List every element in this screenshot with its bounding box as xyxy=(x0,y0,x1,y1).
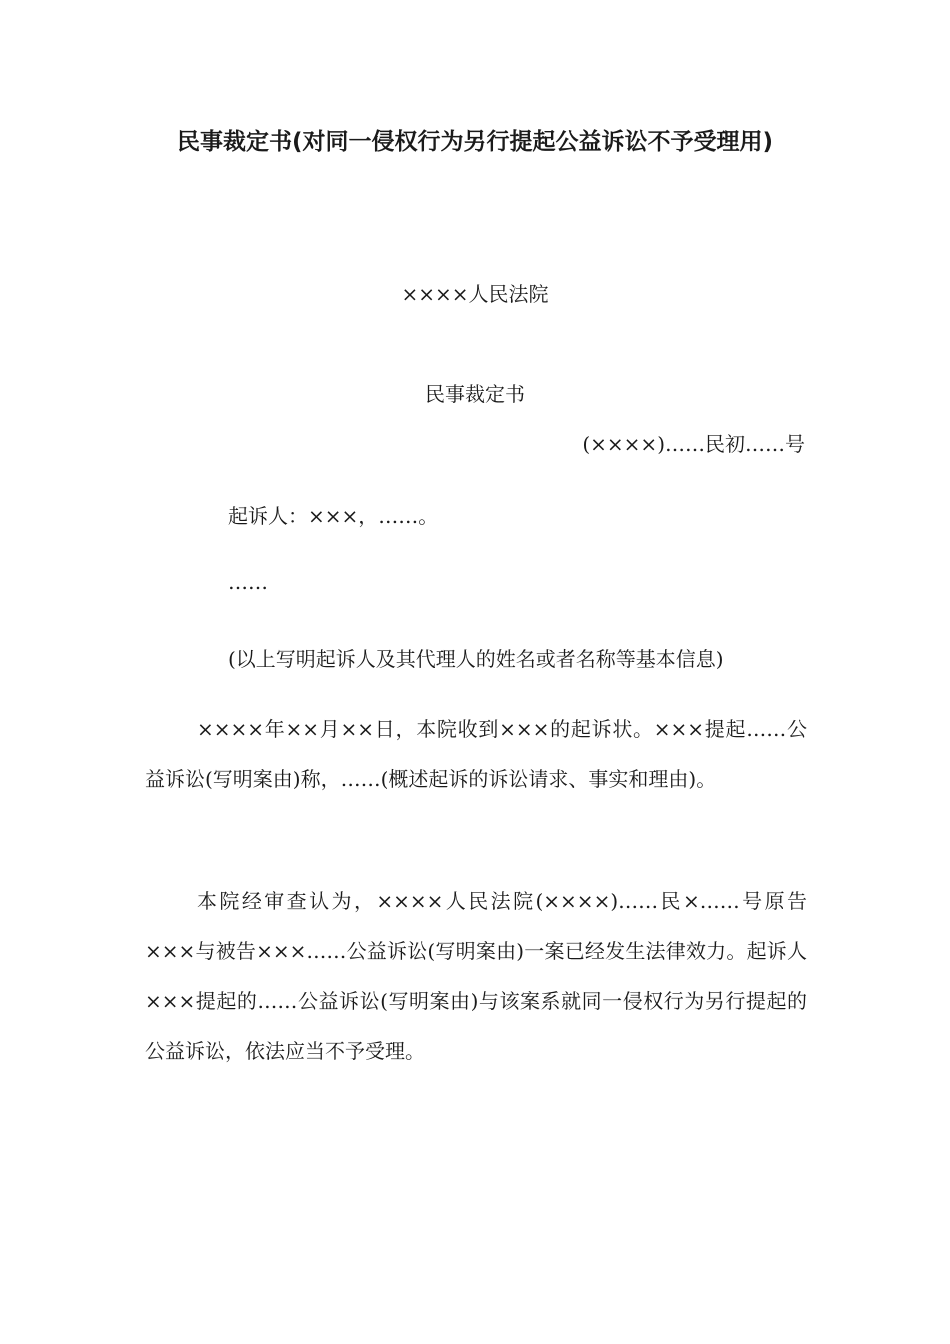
court-name: ××××人民法院 xyxy=(401,282,549,306)
document-title: 民事裁定书(对同一侵权行为另行提起公益诉讼不予受理用) xyxy=(176,129,774,155)
document-type: 民事裁定书 xyxy=(425,382,525,406)
case-number: (××××)……民初……号 xyxy=(582,432,805,456)
info-note: (以上写明起诉人及其代理人的姓名或者名称等基本信息) xyxy=(228,647,724,671)
paragraph-review: 本院经审查认为，××××人民法院(××××)……民×……号原告×××与被告×××……公益诉讼(写明案由)一案已经发生法律效力。起诉人×××提起的……公益诉讼(写明案由)与该案系就同一侵权行为另行提起的公益诉讼，依法应当不予受理。 xyxy=(145,889,807,1063)
ellipsis-line: …… xyxy=(228,570,268,594)
paragraph-receipt: ××××年××月××日，本院收到×××的起诉状。×××提起……公益诉讼(写明案由)称，……(概述起诉的诉讼请求、事实和理由)。 xyxy=(145,717,807,791)
plaintiff-line: 起诉人：×××，……。 xyxy=(228,504,439,528)
